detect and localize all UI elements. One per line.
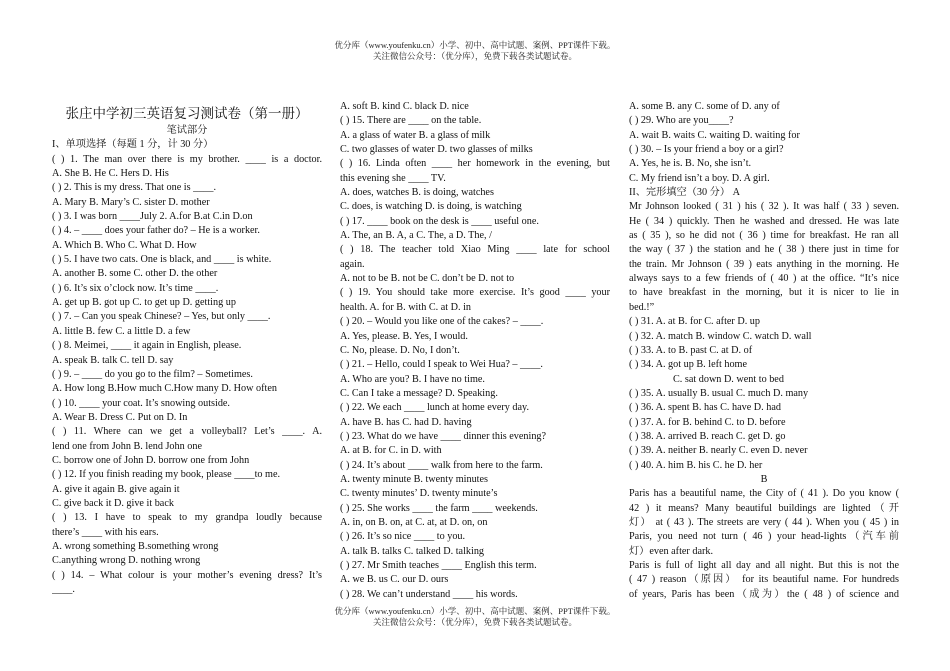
- col1-line: A. give it again B. give again it: [52, 483, 180, 495]
- col3-line: Paris has a beautiful name, the City of ( 41 ). Do you know (: [629, 488, 899, 500]
- col1-line: C.anything wrong D. nothing wrong: [52, 555, 201, 567]
- col3-line: 灯）even after dark.: [629, 545, 714, 557]
- col3-line: ( ) 38. A. arrived B. reach C. get D. go: [629, 430, 786, 442]
- col3-line: always says to a few friends of ( 40 ) at the office. “It’s nice: [629, 273, 899, 285]
- page-header: [0, 40, 950, 62]
- col1-line: ( ) 11. Where can we get a volleyball? Let’s ____. A.: [52, 426, 322, 438]
- col1-line: ( ) 6. It’s six o’clock now. It’s time ____.: [52, 282, 219, 294]
- col3-line: A. Yes, he is. B. No, she isn’t.: [629, 158, 752, 170]
- col3-line: ( ) 35. A. usually B. usual C. much D. many: [629, 387, 809, 399]
- col1-line: ( ) 3. I was born ____July 2. A.for B.at C.in D.on: [52, 211, 253, 223]
- col2-line: A. have B. has C. had D. having: [340, 416, 472, 428]
- col3-line: ( 47 ) reason（原因） for its beautiful name. For hundreds: [629, 574, 899, 586]
- col2-line: A. a glass of water B. a glass of milk: [340, 129, 491, 141]
- col3-line: He ( 34 ) quickly. Then he washed and dressed. He was late: [629, 215, 899, 227]
- col2-line: ( ) 23. What do we have ____ dinner this evening?: [340, 430, 547, 442]
- col1-line: ( ) 9. – ____ do you go to the film? – Sometimes.: [52, 368, 253, 380]
- col2-line: A. twenty minute B. twenty minutes: [340, 473, 488, 485]
- col3-line: C. sat down D. went to bed: [673, 373, 784, 385]
- col2-line: ( ) 25. She works ____ the farm ____ weekends.: [340, 502, 538, 514]
- col1-line: C. give back it D. give it back: [52, 497, 174, 509]
- col2-line: ( ) 26. It’s so nice ____ to you.: [340, 531, 466, 543]
- col3-line: ( ) 33. A. to B. past C. at D. of: [629, 344, 753, 356]
- col2-line: ( ) 18. The teacher told Xiao Ming ____ late for school: [340, 244, 610, 256]
- col3-line: ( ) 31. A. at B. for C. after D. up: [629, 316, 760, 328]
- col3-line: as ( 35 ), so he did not ( 36 ) time for breakfast. He ran all: [629, 230, 899, 242]
- col2-line: ( ) 15. There are ____ on the table.: [340, 115, 482, 127]
- header-line-1: 优分库（www.youfenku.cn）小学、初中、高中试题、案例、PPT课件下载。: [334, 40, 616, 50]
- col2-line: ( ) 19. You should take more exercise. It’s good ____ your: [340, 287, 610, 299]
- col2-line: C. Can I take a message? D. Speaking.: [340, 387, 498, 399]
- footer-line-2: 关注微信公众号：（优分库），免费下载各类试题试卷。: [372, 617, 577, 627]
- col2-line: C. twenty minutes’ D. twenty minute’s: [340, 488, 498, 500]
- section-1-heading: I、单项选择（每题 1 分，计 30 分）: [52, 139, 214, 151]
- col2-line: health. A. for B. with C. at D. in: [340, 301, 472, 313]
- column-middle-lines: [340, 100, 610, 602]
- col1-line: ____.: [52, 584, 75, 595]
- col3-line: II、完形填空（30 分） A: [629, 187, 740, 199]
- col1-line: ( ) 4. – ____ does your father do? – He is a worker.: [52, 225, 260, 237]
- col3-line: ( ) 32. A. match B. window C. watch D. wall: [629, 330, 812, 342]
- col1-line: ( ) 1. The man over there is my brother. ____ is a doctor.: [52, 153, 322, 165]
- col3-line: Paris, you need not turn ( 46 ) your head-lights（汽车前: [629, 531, 899, 543]
- col2-line: C. does, is watching D. is doing, is watching: [340, 201, 522, 213]
- col3-line: ( ) 36. A. spent B. has C. have D. had: [629, 402, 781, 414]
- col2-line: A. Who are you? B. I have no time.: [340, 373, 485, 385]
- col2-line: ( ) 28. We can’t understand ____ his words.: [340, 588, 518, 600]
- col2-line: A. in, on B. on, at C. at, at D. on, on: [340, 516, 488, 528]
- col2-line: A. at B. for C. in D. with: [340, 445, 442, 457]
- col1-line: ( ) 7. – Can you speak Chinese? – Yes, but only ____.: [52, 311, 271, 323]
- col1-line: A. Wear B. Dress C. Put on D. In: [52, 411, 188, 423]
- col2-line: A. talk B. talks C. talked D. talking: [340, 545, 485, 557]
- header-line-2: 关注微信公众号：（优分库），免费下载各类试题试卷。: [372, 51, 577, 61]
- col1-line: there’s ____ with his ears.: [52, 526, 159, 538]
- col3-line: ( ) 29. Who are you____?: [629, 115, 734, 127]
- col1-line: A. Which B. Who C. What D. How: [52, 239, 197, 251]
- column-right-lines: [629, 100, 899, 602]
- col1-line: A. little B. few C. a little D. a few: [52, 325, 191, 337]
- footer-line-1: 优分库（www.youfenku.cn）小学、初中、高中试题、案例、PPT课件下载。: [334, 606, 616, 616]
- col1-line: ( ) 8. Meimei, ____ it again in English, please.: [52, 340, 242, 352]
- col2-line: ( ) 27. Mr Smith teaches ____ English this term.: [340, 560, 537, 571]
- col1-line: ( ) 5. I have two cats. One is black, and ____ is white.: [52, 254, 272, 266]
- col1-line: C. borrow one of John D. borrow one from John: [52, 454, 250, 466]
- col1-line: A. Mary B. Mary’s C. sister D. mother: [52, 196, 210, 208]
- col3-line: C. My friend isn’t a boy. D. A girl.: [629, 172, 770, 184]
- col2-line: ( ) 16. Linda often ____ her homework in the evening, but: [340, 158, 610, 170]
- col3-line: bed.!”: [629, 301, 655, 313]
- col1-line: ( ) 12. If you finish reading my book, please ____to me.: [52, 469, 281, 481]
- column-left-lines: [52, 153, 322, 598]
- col2-line: this evening she ____ TV.: [340, 172, 446, 184]
- document-title: 张庄中学初三英语复习测试卷（第一册）: [65, 106, 309, 121]
- col3-line: ( ) 39. A. neither B. nearly C. even D. never: [629, 445, 808, 457]
- col1-line: A. How long B.How much C.How many D. How often: [52, 383, 277, 395]
- col3-line: A. wait B. waits C. waiting D. waiting for: [629, 129, 800, 141]
- col3-line: B: [760, 473, 768, 485]
- col3-line: Paris is full of light all day and all night. But this is not the: [629, 560, 899, 571]
- col3-line: ( ) 30. – Is your friend a boy or a girl?: [629, 144, 784, 156]
- column-middle: [340, 100, 610, 602]
- col3-line: the way ( 37 ) the station and he ( 38 ) there just in time for: [629, 244, 899, 256]
- col2-line: A. soft B. kind C. black D. nice: [340, 101, 469, 112]
- col2-line: C. No, please. D. No, I don’t.: [340, 344, 460, 356]
- col2-line: A. Yes, please. B. Yes, I would.: [340, 330, 468, 342]
- col2-line: A. not to be B. not be C. don’t be D. not to: [340, 273, 515, 285]
- col2-line: C. two glasses of water D. two glasses of milks: [340, 144, 533, 156]
- col2-line: A. does, watches B. is doing, watches: [340, 187, 494, 199]
- col3-line: 灯） at ( 43 ). The streets are very ( 44 ). When you ( 45 ) in: [629, 516, 899, 528]
- column-right: [629, 100, 899, 602]
- col3-line: ( ) 37. A. for B. behind C. to D. before: [629, 416, 786, 428]
- col3-line: Mr Johnson looked ( 31 ) his ( 32 ). It was half ( 33 ) seven.: [629, 201, 899, 213]
- col1-line: ( ) 2. This is my dress. That one is ____.: [52, 182, 217, 194]
- col1-line: ( ) 13. I have to speak to my grandpa loudly because: [52, 512, 322, 524]
- col1-line: ( ) 10. ____ your coat. It’s snowing outside.: [52, 397, 230, 409]
- col1-line: A. wrong something B.something wrong: [52, 540, 219, 552]
- col3-line: ( ) 34. A. got up B. left home: [629, 359, 747, 371]
- col2-line: ( ) 22. We each ____ lunch at home every day.: [340, 402, 529, 414]
- written-part-label: 笔试部分: [166, 125, 208, 136]
- col2-line: ( ) 24. It’s about ____ walk from here to the farm.: [340, 459, 543, 471]
- col1-line: ( ) 14. – What colour is your mother’s evening dress? It’s: [52, 569, 322, 581]
- col3-line: ( ) 40. A. him B. his C. he D. her: [629, 459, 763, 471]
- col3-line: the train. Mr Johnson ( 39 ) eats anything in the morning. He: [629, 258, 899, 270]
- col1-line: A. another B. some C. other D. the other: [52, 268, 218, 280]
- col2-line: A. The, an B. A, a C. The, a D. The, /: [340, 230, 492, 242]
- col2-line: A. we B. us C. our D. ours: [340, 574, 449, 586]
- col3-line: to have breakfast in the morning, but it is nicer to lie in: [629, 287, 899, 299]
- col3-line: of years, Paris has been（成为）the ( 48 ) of science and: [629, 588, 899, 600]
- col2-line: ( ) 17. ____ book on the desk is ____ useful one.: [340, 215, 539, 227]
- col2-line: again.: [340, 258, 365, 270]
- col1-line: A. She B. He C. Hers D. His: [52, 168, 169, 180]
- col1-line: A. get up B. got up C. to get up D. getting up: [52, 297, 236, 309]
- col3-line: 42 ) it means? Many beautiful buildings are lighted（开: [629, 502, 899, 514]
- column-left: [52, 100, 322, 597]
- page-footer: [0, 606, 950, 628]
- col1-line: lend one from John B. lend John one: [52, 440, 202, 452]
- col2-line: ( ) 20. – Would you like one of the cakes? – ____.: [340, 316, 544, 328]
- col3-line: A. some B. any C. some of D. any of: [629, 101, 780, 112]
- col1-line: A. speak B. talk C. tell D. say: [52, 354, 174, 366]
- col2-line: ( ) 21. – Hello, could I speak to Wei Hua? – ____.: [340, 359, 543, 371]
